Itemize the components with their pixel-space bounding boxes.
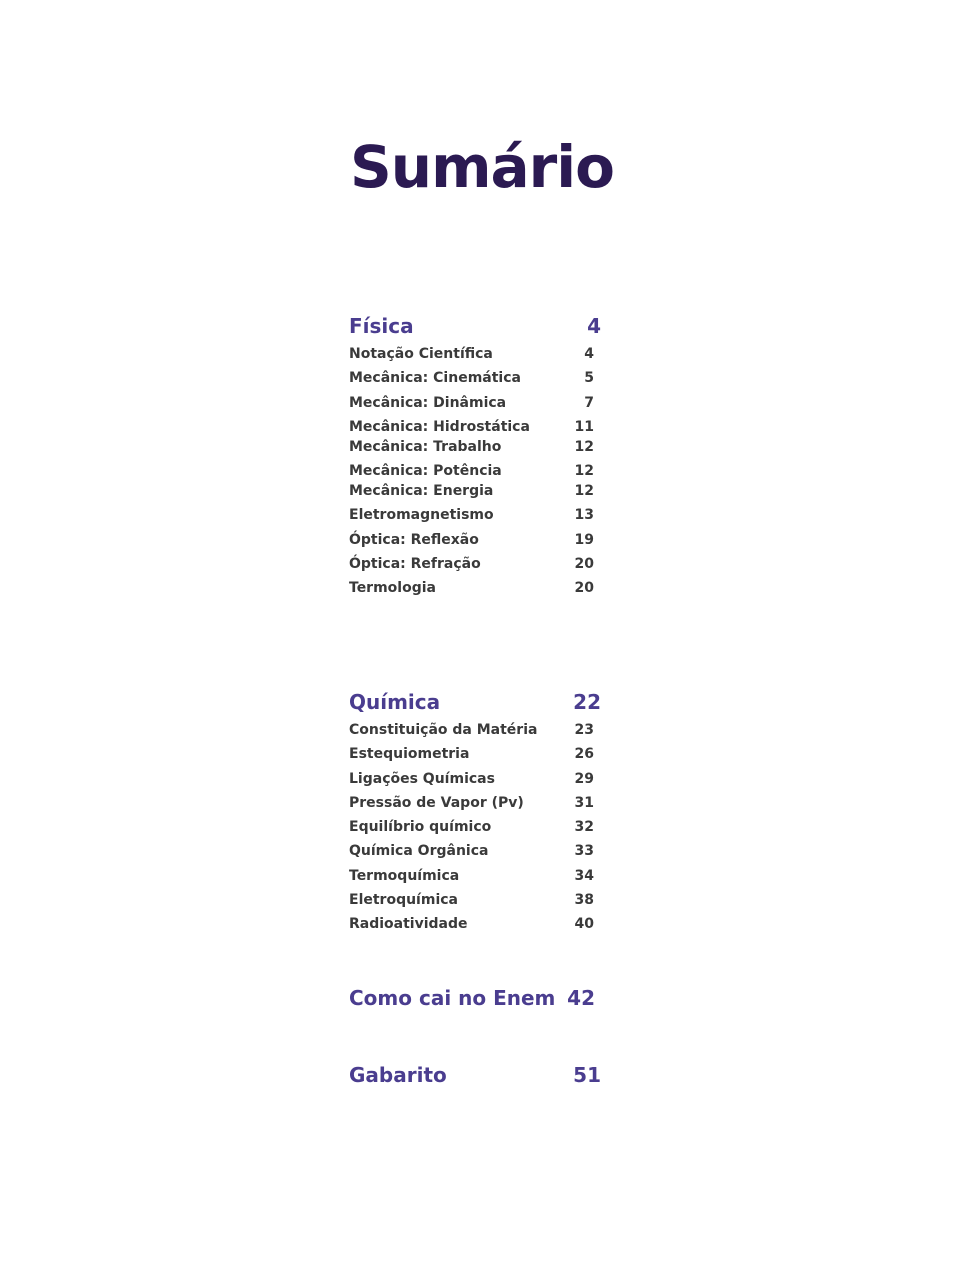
toc-item[interactable] bbox=[349, 868, 619, 892]
toc-item[interactable] bbox=[349, 843, 619, 867]
toc-item-list bbox=[349, 346, 619, 605]
toc-item-page: 29 bbox=[574, 770, 594, 787]
toc-section-label: Como cai no Enem bbox=[349, 986, 556, 1010]
toc-item[interactable] bbox=[349, 463, 619, 483]
toc-item-label: Estequiometria bbox=[349, 746, 470, 763]
toc-section-label: Gabarito bbox=[349, 1063, 447, 1087]
toc-item-label: Pressão de Vapor (Pv) bbox=[349, 794, 524, 811]
toc-item[interactable] bbox=[349, 507, 619, 531]
toc-section-como-cai-no-enem bbox=[349, 986, 619, 1016]
toc-item-page: 40 bbox=[574, 916, 594, 933]
toc-section-page: 42 bbox=[567, 986, 595, 1010]
toc-section-label: Física bbox=[349, 314, 414, 338]
toc-item[interactable] bbox=[349, 419, 619, 439]
toc-section-label: Química bbox=[349, 690, 441, 714]
toc-item-page: 5 bbox=[584, 370, 594, 387]
toc-item[interactable] bbox=[349, 746, 619, 770]
toc-item-label: Óptica: Refração bbox=[349, 556, 481, 573]
toc-section-heading[interactable] bbox=[349, 1063, 619, 1093]
toc-item-page: 23 bbox=[574, 722, 594, 738]
toc-item[interactable] bbox=[349, 346, 619, 370]
toc-item-label: Equilíbrio químico bbox=[349, 819, 492, 836]
toc-item-label: Mecânica: Trabalho bbox=[349, 438, 502, 455]
toc-item-label: Mecânica: Hidrostática bbox=[349, 418, 530, 435]
toc-item-list bbox=[349, 722, 619, 941]
toc-item-label: Mecânica: Dinâmica bbox=[349, 394, 507, 411]
toc-item-label: Termoquímica bbox=[349, 867, 460, 884]
toc-item-label: Radioatividade bbox=[349, 916, 468, 933]
toc-item-page: 19 bbox=[574, 531, 594, 548]
toc-item-label: Química Orgânica bbox=[349, 843, 489, 860]
toc-item[interactable] bbox=[349, 483, 619, 507]
toc-section-fisica bbox=[349, 314, 619, 605]
toc-item-page: 11 bbox=[574, 418, 594, 435]
toc-item[interactable] bbox=[349, 722, 619, 746]
toc-item-page: 4 bbox=[584, 346, 594, 362]
toc-item-label: Mecânica: Cinemática bbox=[349, 370, 521, 387]
toc-section-gabarito bbox=[349, 1063, 619, 1093]
toc-item-page: 20 bbox=[574, 580, 594, 597]
toc-item-label: Mecânica: Energia bbox=[349, 483, 494, 500]
toc-item-label: Notação Científica bbox=[349, 346, 493, 362]
toc-section-page: 51 bbox=[573, 1063, 601, 1087]
toc-item-page: 12 bbox=[574, 483, 594, 500]
toc-item-label: Ligações Químicas bbox=[349, 770, 495, 787]
toc-item-page: 26 bbox=[574, 746, 594, 763]
toc-item-page: 34 bbox=[574, 867, 594, 884]
toc-item[interactable] bbox=[349, 771, 619, 795]
page-title: Sumário bbox=[350, 133, 614, 201]
toc-item[interactable] bbox=[349, 532, 619, 556]
toc-item[interactable] bbox=[349, 370, 619, 394]
toc-section-heading[interactable] bbox=[349, 314, 619, 344]
toc-item-page: 12 bbox=[574, 463, 594, 480]
toc-item-label: Eletroquímica bbox=[349, 892, 458, 909]
toc-section-heading[interactable] bbox=[349, 986, 619, 1016]
toc-item[interactable] bbox=[349, 439, 619, 463]
toc-item[interactable] bbox=[349, 819, 619, 843]
toc-item-page: 12 bbox=[574, 438, 594, 455]
toc-section-page: 4 bbox=[587, 314, 601, 338]
toc-item[interactable] bbox=[349, 916, 619, 940]
toc-item-label: Óptica: Reflexão bbox=[349, 531, 479, 548]
toc-item-page: 38 bbox=[574, 892, 594, 909]
toc-section-quimica bbox=[349, 690, 619, 941]
toc-section-page: 22 bbox=[573, 690, 601, 714]
toc-item-label: Mecânica: Potência bbox=[349, 463, 502, 480]
toc-item-page: 20 bbox=[574, 556, 594, 573]
toc-item[interactable] bbox=[349, 395, 619, 419]
toc-item-page: 31 bbox=[574, 794, 594, 811]
toc-item-page: 32 bbox=[574, 819, 594, 836]
toc-item-label: Eletromagnetismo bbox=[349, 507, 494, 524]
toc-item-page: 33 bbox=[574, 843, 594, 860]
toc-item[interactable] bbox=[349, 892, 619, 916]
toc-item[interactable] bbox=[349, 580, 619, 604]
toc-item-label: Termologia bbox=[349, 580, 436, 597]
toc-item-page: 7 bbox=[584, 394, 594, 411]
toc-item-label: Constituição da Matéria bbox=[349, 722, 538, 738]
toc-item[interactable] bbox=[349, 556, 619, 580]
toc-section-heading[interactable] bbox=[349, 690, 619, 720]
toc-item-page: 13 bbox=[574, 507, 594, 524]
toc-item[interactable] bbox=[349, 795, 619, 819]
